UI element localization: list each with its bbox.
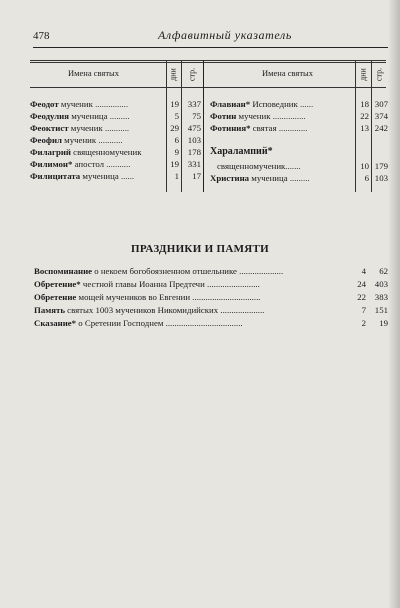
page-ref: 403 [374, 279, 388, 289]
day-number: 29 [170, 123, 179, 133]
table-header-rule [30, 87, 386, 88]
list-item: Феодулия мученица ......... [30, 111, 130, 121]
day-number: 22 [357, 292, 366, 302]
page-edge-shadow [388, 0, 400, 608]
page-ref: 178 [187, 147, 201, 157]
header-rule [33, 47, 388, 48]
day-number: 1 [174, 171, 179, 181]
day-number: 7 [361, 305, 366, 315]
page-ref: 17 [192, 171, 201, 181]
day-number: 5 [174, 111, 179, 121]
list-item: Флавиан* Исповедник ...... [210, 99, 314, 109]
page-ref: 383 [374, 292, 388, 302]
page-ref: 307 [374, 99, 388, 109]
day-number: 6 [174, 135, 179, 145]
page-ref: 374 [374, 111, 388, 121]
feasts-list [34, 265, 388, 330]
list-item: Христина мученица ......... [210, 173, 310, 183]
day-number: 18 [360, 99, 369, 109]
page-ref: 331 [187, 159, 201, 169]
list-item: Фотин мученик ............... [210, 111, 306, 121]
page-number: 478 [33, 30, 50, 42]
day-number: 9 [174, 147, 179, 157]
list-item: Фотиния* святая ............. [210, 123, 308, 133]
running-head [33, 30, 388, 46]
list-item: Филагрий священномученик [30, 147, 142, 157]
day-number: 22 [360, 111, 369, 121]
right-page-header: стр. [374, 67, 384, 82]
list-item: Филицитата мученица ...... [30, 171, 135, 181]
left-days-divider [166, 60, 167, 192]
list-item: Харалампий* [210, 146, 273, 157]
left-days-header: дни [168, 68, 178, 81]
list-item: Обретение* честной главы Иоанна Предтечи ........................ 24 403 [34, 279, 388, 289]
page-ref: 337 [187, 99, 201, 109]
list-item: священномученик....... [217, 161, 301, 171]
page-ref: 75 [192, 111, 201, 121]
list-item: Филимон* апостол ........... [30, 159, 131, 169]
day-number: 19 [170, 159, 179, 169]
day-number: 6 [364, 173, 369, 183]
list-item: Феоктист мученик ........... [30, 123, 130, 133]
page-ref: 179 [374, 161, 388, 171]
list-item: Феофил мученик ........... [30, 135, 123, 145]
left-names-header: Имена святых [68, 68, 119, 78]
list-item: Воспоминание о некоем богобоязненном отшельнике .................... 4 62 [34, 266, 388, 276]
right-days-header: дни [358, 68, 368, 81]
left-page-header: стр. [187, 67, 197, 82]
page-ref: 242 [374, 123, 388, 133]
list-item: Обретение мощей мучеников во Евгении ............................... 22 383 [34, 292, 388, 302]
list-item: Феодот мученик ............... [30, 99, 129, 109]
day-number: 13 [360, 123, 369, 133]
day-number: 4 [361, 266, 366, 276]
page-ref: 151 [374, 305, 388, 315]
page-ref: 475 [187, 123, 201, 133]
page-ref: 103 [187, 135, 201, 145]
center-divider [203, 60, 204, 192]
day-number: 19 [170, 99, 179, 109]
saints-index-table [30, 60, 386, 194]
section-title: ПРАЗДНИКИ И ПАМЯТИ [130, 243, 270, 255]
page-ref: 19 [379, 318, 388, 328]
running-title: Алфавитный указатель [158, 28, 292, 42]
day-number: 10 [360, 161, 369, 171]
table-top-rule [30, 60, 386, 61]
page-ref: 62 [379, 266, 388, 276]
page-ref: 103 [374, 173, 388, 183]
list-item: Память святых 1003 мучеников Никомидийских .................... 7 151 [34, 305, 388, 315]
table-top-rule-double [30, 62, 386, 63]
day-number: 24 [357, 279, 366, 289]
right-names-header: Имена святых [262, 68, 313, 78]
right-days-divider [355, 60, 356, 192]
list-item: Сказание* о Сретении Господнем ................................... 2 19 [34, 318, 388, 328]
day-number: 2 [361, 318, 366, 328]
